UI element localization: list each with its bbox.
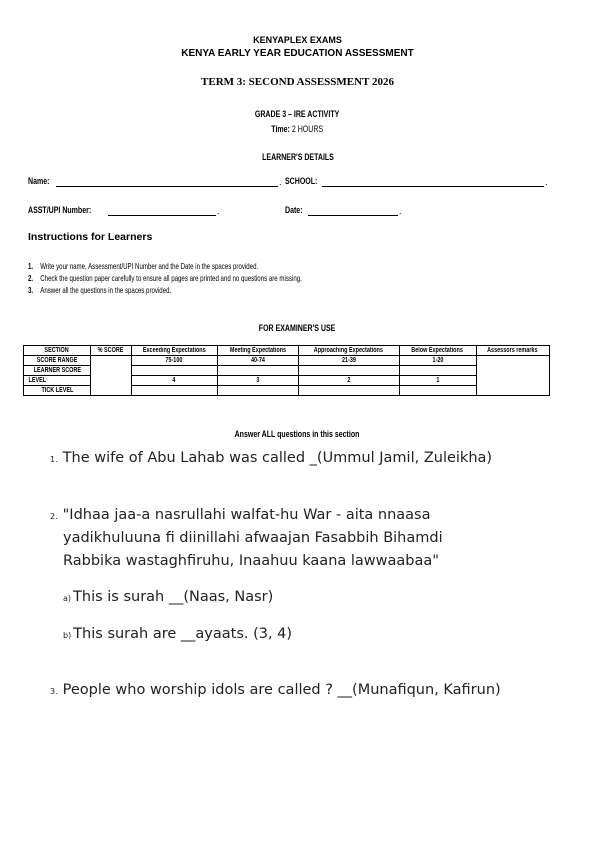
question-2: 2. "Idhaa jaa-a nasrullahi walfat-hu War - aita nnaasa xyxy=(50,507,431,523)
question-1: 1. The wife of Abu Lahab was called _(Ummul Jamil, Zuleikha) xyxy=(50,450,493,466)
school-field[interactable] xyxy=(322,186,544,187)
learner-score-cell[interactable] xyxy=(217,366,298,376)
row-label: LEVEL xyxy=(24,376,91,386)
date-label: Date: xyxy=(285,205,303,215)
question-3: 3. People who worship idols are called ? __(Munafiqun, Kafirun) xyxy=(50,682,501,698)
table-header: Meeting Expectations xyxy=(217,346,298,356)
table-cell: 1 xyxy=(399,376,476,386)
instruction-item: 2. Check the question paper carefully to ensure all pages are printed and no questions are missing. xyxy=(28,273,302,283)
instruction-item: 1. Write your name, Assessment/UPI Number and the Date in the spaces provided. xyxy=(28,261,259,271)
section-instruction: Answer ALL questions in this section xyxy=(235,429,360,439)
name-label: Name: xyxy=(28,176,50,186)
learner-score-cell[interactable] xyxy=(399,366,476,376)
tick-level-cell[interactable] xyxy=(399,386,476,396)
name-field[interactable] xyxy=(56,186,278,187)
tick-level-cell[interactable] xyxy=(132,386,218,396)
instructions-list xyxy=(28,260,408,296)
asst-upi-label: ASST/UPI Number: xyxy=(28,205,92,215)
table-header-row xyxy=(24,346,550,356)
learner-score-cell[interactable] xyxy=(298,366,399,376)
school-label: SCHOOL: xyxy=(285,176,318,186)
table-header: SECTION xyxy=(24,346,91,356)
learner-score-cell[interactable] xyxy=(132,366,218,376)
table-header: Below Expectations xyxy=(399,346,476,356)
table-cell: 40-74 xyxy=(217,356,298,366)
table-cell: 75-100 xyxy=(132,356,218,366)
table-cell: 3 xyxy=(217,376,298,386)
table-cell: 1-20 xyxy=(399,356,476,366)
table-cell: 4 xyxy=(132,376,218,386)
percent-score-cell[interactable] xyxy=(91,356,132,396)
assessment-title: KENYA EARLY YEAR EDUCATION ASSESSMENT xyxy=(181,48,414,59)
table-header: Exceeding Expectations xyxy=(132,346,218,356)
table-header: Assessors remarks xyxy=(476,346,549,356)
learner-details-heading: LEARNER'S DETAILS xyxy=(261,152,334,162)
question-2a: a) This is surah __(Naas, Nasr) xyxy=(63,589,274,605)
table-header: % SCORE xyxy=(91,346,132,356)
term-title: TERM 3: SECOND ASSESSMENT 2026 xyxy=(201,76,394,88)
tick-level-cell[interactable] xyxy=(298,386,399,396)
time-line: Time: 2 HOURS xyxy=(271,124,324,134)
date-field[interactable] xyxy=(308,215,398,216)
row-label: SCORE RANGE xyxy=(24,356,91,366)
examiner-table xyxy=(23,345,550,396)
table-cell: 2 xyxy=(298,376,399,386)
question-2-line: yadikhuluuna fi diinillahi afwaajan Fasabbih Bihamdi xyxy=(63,530,443,546)
question-2-line: Rabbika wastaghfiruhu, Inaahuu kaana lawwaabaa" xyxy=(63,553,439,569)
instruction-item: 3. Answer all the questions in the spaces provided. xyxy=(28,285,172,295)
question-2b: b) This surah are __ayaats. (3, 4) xyxy=(63,626,293,642)
grade-title: GRADE 3 – IRE ACTIVITY xyxy=(255,109,340,119)
org-name: KENYAPLEX EXAMS xyxy=(253,35,342,45)
asst-upi-field[interactable] xyxy=(108,215,216,216)
table-cell: 21-39 xyxy=(298,356,399,366)
row-label: TICK LEVEL xyxy=(24,386,91,396)
table-header: Approaching Expectations xyxy=(298,346,399,356)
assessor-remarks-cell[interactable] xyxy=(476,356,549,396)
tick-level-cell[interactable] xyxy=(217,386,298,396)
examiner-title: FOR EXAMINER'S USE xyxy=(259,323,336,333)
table-row xyxy=(24,356,550,366)
row-label: LEARNER SCORE xyxy=(24,366,91,376)
instructions-title: Instructions for Learners xyxy=(28,231,153,243)
